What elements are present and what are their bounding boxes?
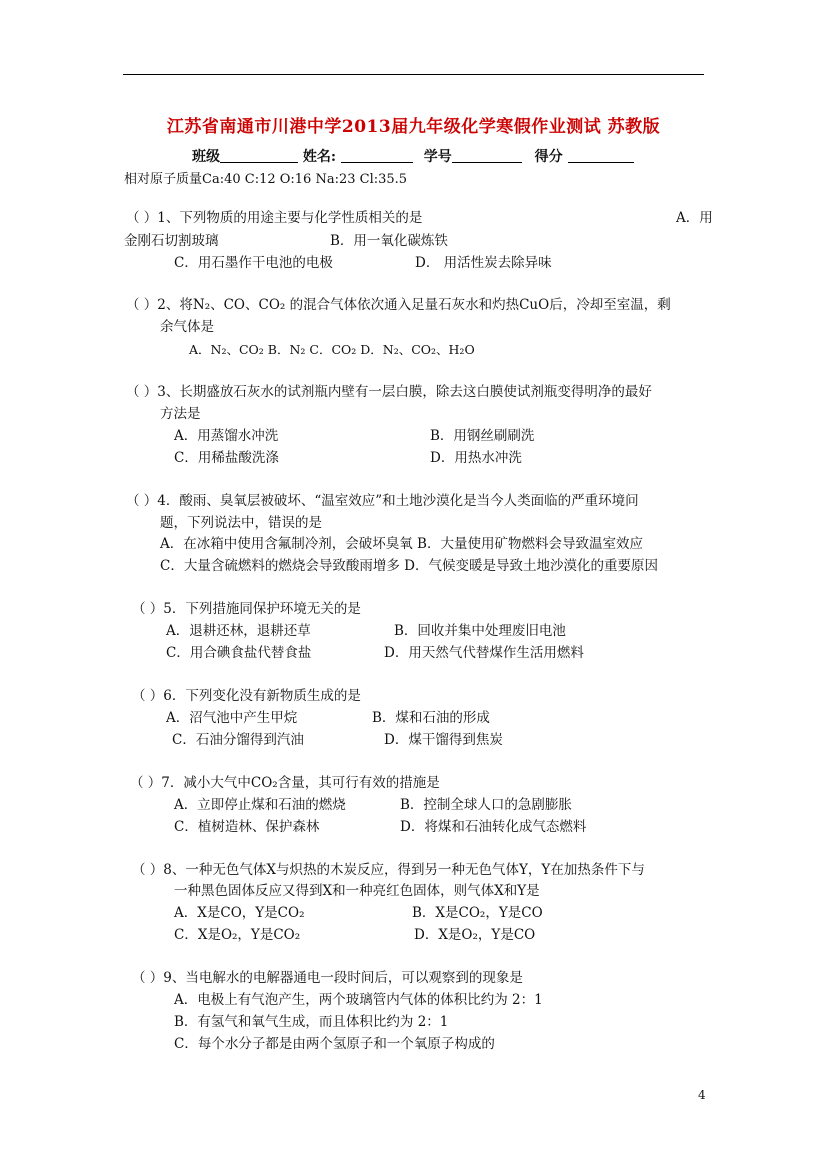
question-3-option-c: C．用稀盐酸洗涤 — [174, 450, 279, 466]
score-label: 得分 — [534, 149, 563, 165]
question-4-options-ab: A．在冰箱中使用含氟制冷剂，会破坏臭氧 B．大量使用矿物燃料会导致温室效应 — [160, 536, 643, 552]
question-5-option-b: B．回收并集中处理废旧电池 — [394, 623, 566, 639]
question-6-option-c: C．石油分馏得到汽油 — [172, 732, 304, 748]
question-2-stem: （ ）2、将N₂、CO、CO₂ 的混合气体依次通入足量石灰水和灼热CuO后，冷却至室温，剩 — [126, 297, 671, 313]
question-9-option-b: B．有氢气和氧气生成，而且体积比约为 2：1 — [174, 1014, 449, 1030]
question-7-stem: （ ）7．减小大气中CO₂含量，其可行有效的措施是 — [130, 775, 440, 791]
question-1-option-a-cont: 金刚石切割玻璃 — [124, 233, 219, 249]
page-number: 4 — [698, 1088, 706, 1102]
question-8-option-c: C．X是O₂，Y是CO₂ — [174, 927, 301, 943]
question-7-option-d: D．将煤和石油转化成气态燃料 — [400, 819, 587, 835]
score-blank[interactable] — [568, 148, 634, 163]
question-3-option-a: A．用蒸馏水冲洗 — [174, 428, 279, 444]
question-9-stem: （ ）9、当电解水的电解器通电一段时间后，可以观察到的现象是 — [132, 970, 523, 986]
question-5-option-c: C．用合碘食盐代替食盐 — [166, 645, 312, 661]
question-7-option-a: A．立即停止煤和石油的燃烧 — [174, 797, 346, 813]
question-3-option-b: B．用钢丝刷刷洗 — [430, 428, 535, 444]
question-4-stem: （ ）4．酸雨、臭氧层被破坏、“温室效应”和土地沙漠化是当今人类面临的严重环境问 — [126, 493, 639, 509]
question-2-options: A．N₂、CO₂ B．N₂ C．CO₂ D．N₂、CO₂、H₂O — [189, 342, 475, 357]
question-6-option-b: B．煤和石油的形成 — [372, 710, 490, 726]
class-label: 班级 — [192, 149, 220, 165]
question-5-option-a: A．退耕还林，退耕还草 — [166, 623, 311, 639]
question-1-option-d: D． 用活性炭去除异味 — [415, 255, 552, 271]
question-7-option-c: C．植树造林、保护森林 — [174, 819, 320, 835]
question-8-option-a: A．X是CO，Y是CO₂ — [174, 905, 305, 921]
question-4-options-cd: C．大量含硫燃料的燃烧会导致酸雨增多 D．气候变暖是导致土地沙漠化的重要原因 — [160, 558, 658, 574]
question-1-stem: （ ）1、下列物质的用途主要与化学性质相关的是 — [126, 210, 423, 226]
question-8-stem: （ ）8、一种无色气体X与炽热的木炭反应，得到另一种无色气体Y，Y在加热条件下与 — [132, 862, 645, 878]
class-blank[interactable] — [220, 148, 298, 163]
student-info-line — [192, 146, 634, 166]
question-4-stem-cont: 题，下列说法中，错误的是 — [160, 515, 322, 531]
question-3-stem: （ ）3、长期盛放石灰水的试剂瓶内壁有一层白膜，除去这白膜使试剂瓶变得明净的最好 — [126, 384, 652, 400]
question-7-option-b: B．控制全球人口的急剧膨胀 — [400, 797, 572, 813]
question-1-option-a: A．用 — [676, 210, 713, 226]
header-rule — [123, 74, 704, 75]
question-1-option-b: B．用一氧化碳炼铁 — [330, 233, 448, 249]
question-3-stem-cont: 方法是 — [160, 406, 201, 422]
question-6-option-a: A．沼气池中产生甲烷 — [166, 710, 298, 726]
question-8-stem-cont: 一种黑色固体反应又得到X和一种亮红色固体，则气体X和Y是 — [174, 883, 540, 899]
atomic-masses: 相对原子质量Ca:40 C:12 O:16 Na:23 Cl:35.5 — [124, 172, 408, 187]
question-3-option-d: D．用热水冲洗 — [430, 450, 522, 466]
name-blank[interactable] — [341, 148, 413, 163]
name-label: 姓名: — [302, 149, 337, 165]
question-5-option-d: D．用天然气代替煤作生活用燃料 — [384, 645, 584, 661]
question-2-stem-cont: 余气体是 — [160, 319, 214, 335]
question-9-option-c: C．每个水分子都是由两个氢原子和一个氧原子构成的 — [174, 1036, 495, 1052]
question-5-stem: （ ）5．下列措施同保护环境无关的是 — [132, 601, 361, 617]
number-blank[interactable] — [452, 148, 522, 163]
question-6-stem: （ ）6．下列变化没有新物质生成的是 — [132, 688, 361, 704]
question-6-option-d: D．煤干馏得到焦炭 — [384, 732, 503, 748]
number-label: 学号 — [423, 149, 452, 165]
question-9-option-a: A．电极上有气泡产生，两个玻璃管内气体的体积比约为 2：1 — [174, 992, 543, 1008]
question-1-option-c: C．用石墨作干电池的电极 — [174, 255, 333, 271]
page-title: 江苏省南通市川港中学2013届九年级化学寒假作业测试 苏教版 — [166, 117, 661, 137]
question-8-option-d: D．X是O₂，Y是CO — [414, 927, 536, 943]
question-8-option-b: B．X是CO₂，Y是CO — [412, 905, 543, 921]
